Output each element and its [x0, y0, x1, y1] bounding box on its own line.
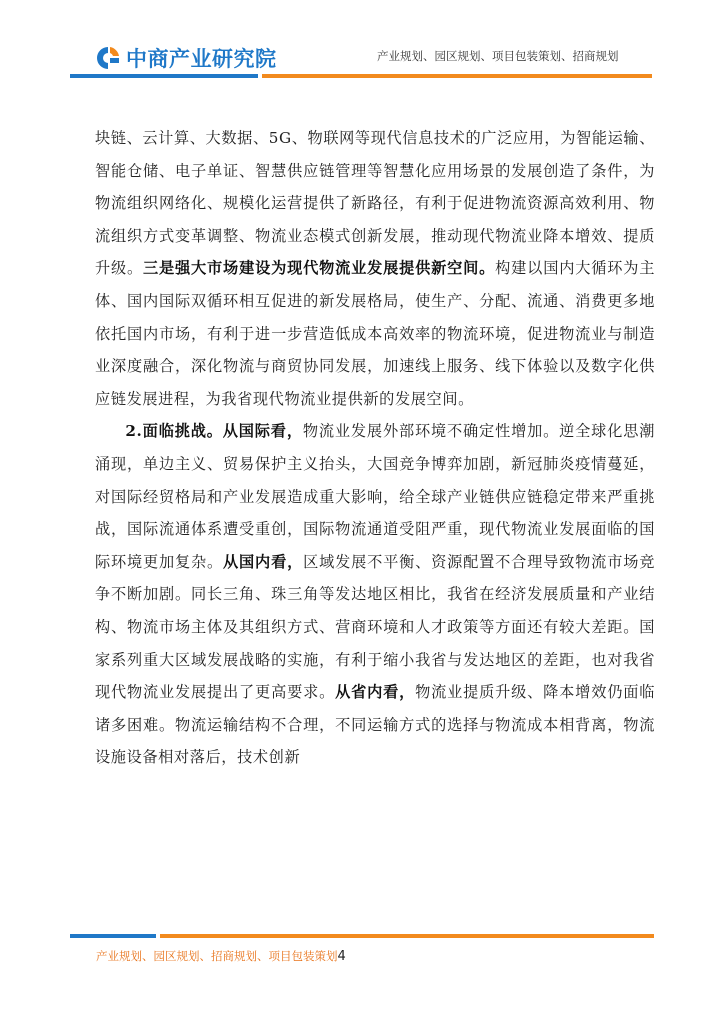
- header-divider-blue: [70, 74, 258, 78]
- header-divider-orange: [262, 74, 652, 78]
- footer: [96, 948, 346, 964]
- p1-text: 块链、云计算、大数据、5G、物联网等现代信息技术的广泛应用，为智能运输、智能仓储、电子单证、智慧供应链管理等智慧化应用场景的发展创造了条件，为物流组织网络化、规模化运营提供了新路径，有利于促进物流资源高效利用、物流组织方式变革调整、物流业态模式创新发展，推动现代物流业降本增效、提质升级。: [95, 129, 655, 278]
- p2-text-domestic: 区域发展不平衡、资源配置不合理导致物流市场竞争不断加剧。同长三角、珠三角等发达地区相比，我省在经济发展质量和产业结构、物流市场主体及其组织方式、营商环境和人才政策等方面还有较大差距。国家系列重大区域发展战略的实施，有利于缩小我省与发达地区的差距，也对我省现代物流业发展提出了更高要求。: [95, 552, 655, 702]
- paragraph-opportunities: [95, 122, 655, 415]
- document-body: [95, 122, 655, 774]
- p1-rest: 构建以国内大循环为主体、国内国际双循环相互促进的新发展格局，使生产、分配、流通、消费更多地依托国内市场，有利于进一步营造低成本高效率的物流环境，促进物流业与制造业深度融合，深化物流与商贸协同发展，加速线上服务、线下体验以及数字化供应链发展进程，为我省现代物流业提供新的发展空间。: [95, 259, 656, 408]
- p2-text-provincial: 物流业提质升级、降本增效仍面临诸多困难。物流运输结构不合理，不同运输方式的选择与物流成本相背离，物流设施设备相对落后，技术创新: [95, 683, 655, 767]
- p1-bold-heading: 三是强大市场建设为现代物流业发展提供新空间。: [143, 259, 496, 278]
- header-tagline: 产业规划、园区规划、项目包装策划、招商规划: [377, 49, 619, 63]
- p2-bold-domestic: 从国内看，: [223, 552, 304, 571]
- p2-bold-international: 2.面临挑战。从国际看，: [125, 422, 303, 441]
- footer-text: 产业规划、园区规划、招商规划、项目包装策划: [96, 949, 338, 963]
- p2-bold-provincial: 从省内看，: [335, 683, 416, 702]
- page-number: 4: [337, 949, 346, 964]
- company-logo: [94, 43, 277, 73]
- footer-divider-orange: [160, 934, 654, 938]
- logo-mark-icon: [94, 44, 122, 72]
- footer-divider-blue: [70, 934, 156, 938]
- paragraph-challenges: [95, 415, 655, 774]
- logo-text: 中商产业研究院: [126, 47, 277, 71]
- p2-text-international: 物流业发展外部环境不确定性增加。逆全球化思潮涌现，单边主义、贸易保护主义抬头，大国竞争博弈加剧，新冠肺炎疫情蔓延，对国际经贸格局和产业发展造成重大影响，给全球产业链供应链稳定带来严重挑战，国际流通体系遭受重创，国际物流通道受阻严重，现代物流业发展面临的国际环境更加复杂。: [95, 422, 656, 571]
